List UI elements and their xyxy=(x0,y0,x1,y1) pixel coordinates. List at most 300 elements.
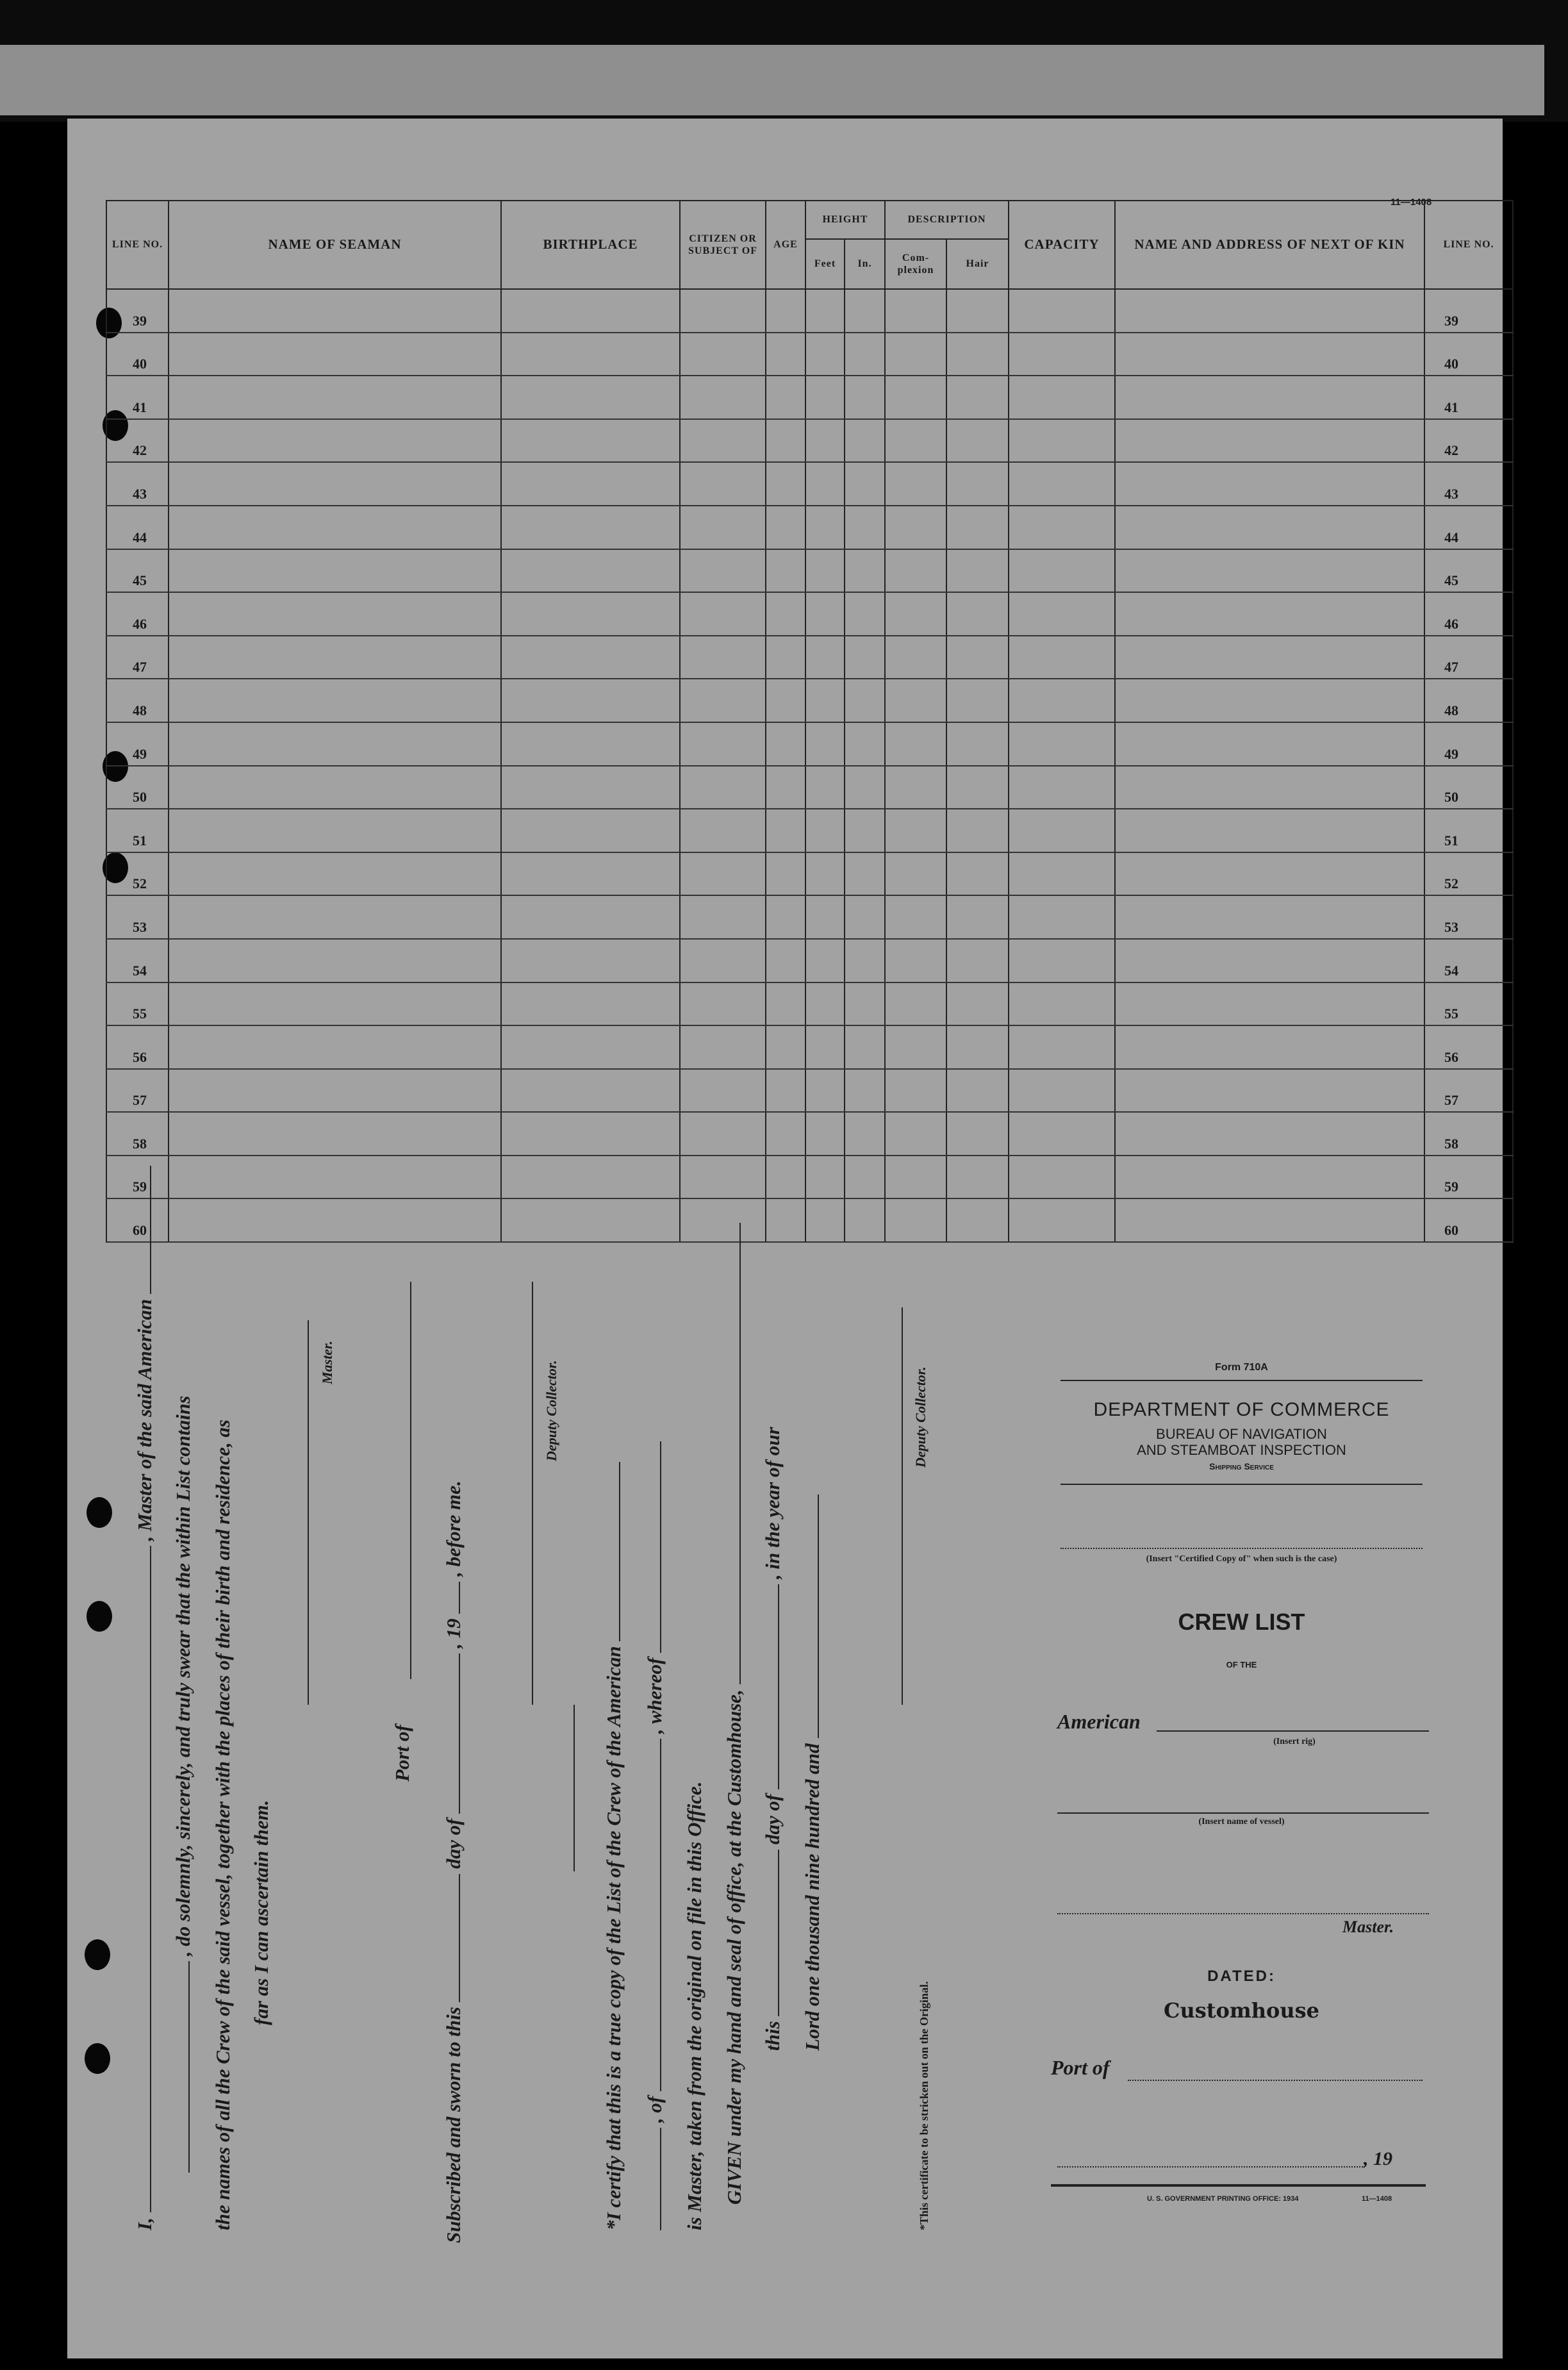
date-line xyxy=(1057,2166,1365,2168)
table-cell xyxy=(766,679,805,722)
table-cell xyxy=(805,1156,845,1199)
table-row xyxy=(106,289,1513,333)
scanner-background xyxy=(0,0,1568,122)
table-cell xyxy=(845,766,885,809)
table-row xyxy=(106,592,1513,636)
header-birthplace: BIRTHPLACE xyxy=(501,201,680,289)
customhouse-label: Customhouse xyxy=(1164,1998,1319,2023)
table-cell xyxy=(501,506,680,549)
table-cell xyxy=(501,289,680,333)
table-cell xyxy=(680,939,766,982)
line-number-right: 60 xyxy=(1424,1198,1513,1242)
table-cell xyxy=(766,289,805,333)
line-number: 56 xyxy=(106,1025,169,1069)
line-number-right: 42 xyxy=(1424,419,1513,463)
table-cell xyxy=(501,939,680,982)
table-cell xyxy=(501,376,680,419)
table-cell xyxy=(169,1112,501,1156)
table-cell xyxy=(946,506,1009,549)
subscribed-line xyxy=(442,1480,465,2243)
table-cell xyxy=(845,636,885,679)
table-cell xyxy=(1115,766,1424,809)
table-cell xyxy=(1009,1069,1115,1113)
table-cell xyxy=(946,722,1009,766)
header-complexion: Com- plexion xyxy=(885,239,946,289)
table-cell xyxy=(1115,333,1424,376)
table-cell xyxy=(805,679,845,722)
table-cell xyxy=(946,939,1009,982)
table-cell xyxy=(885,1112,946,1156)
table-cell xyxy=(885,1156,946,1199)
table-cell xyxy=(845,1112,885,1156)
oath-line2 xyxy=(172,1396,195,2173)
table-cell xyxy=(1115,636,1424,679)
line-number-right: 43 xyxy=(1424,462,1513,506)
table-cell xyxy=(885,982,946,1026)
line-number: 48 xyxy=(106,679,169,722)
table-cell xyxy=(680,722,766,766)
table-cell xyxy=(680,1156,766,1199)
table-row xyxy=(106,1156,1513,1199)
table-cell xyxy=(946,289,1009,333)
table-cell xyxy=(680,506,766,549)
table-cell xyxy=(1115,722,1424,766)
table-cell xyxy=(946,419,1009,463)
line-number: 43 xyxy=(106,462,169,506)
deputy-collector-label-1: Deputy Collector. xyxy=(543,1360,559,1461)
table-cell xyxy=(805,1069,845,1113)
table-cell xyxy=(1115,419,1424,463)
table-cell xyxy=(845,333,885,376)
table-row xyxy=(106,1025,1513,1069)
table-cell xyxy=(946,1156,1009,1199)
oath-line1 xyxy=(133,1166,156,2230)
punch-hole xyxy=(87,1601,112,1632)
subscribed-year: , 19 xyxy=(442,1618,465,1648)
rig-blank xyxy=(660,2128,661,2230)
table-cell xyxy=(946,549,1009,593)
oath-line4: far as I can ascertain them. xyxy=(250,1800,272,2025)
form-number-bottom: 11—1408 xyxy=(1362,2195,1392,2203)
punch-hole xyxy=(85,2043,110,2074)
table-cell xyxy=(680,852,766,896)
table-cell xyxy=(501,895,680,939)
line-number-right: 46 xyxy=(1424,592,1513,636)
header-inches: In. xyxy=(845,239,885,289)
table-cell xyxy=(680,333,766,376)
table-row xyxy=(106,1112,1513,1156)
table-cell xyxy=(1009,895,1115,939)
table-cell xyxy=(766,592,805,636)
table-cell xyxy=(169,376,501,419)
subscribed-mid: day of xyxy=(442,1818,465,1869)
line-number: 60 xyxy=(106,1198,169,1242)
line-number-right: 49 xyxy=(1424,722,1513,766)
table-cell xyxy=(766,722,805,766)
table-cell xyxy=(680,419,766,463)
cover-rule-bottom xyxy=(1051,2184,1426,2187)
rig-line xyxy=(1157,1730,1429,1732)
department-title: DEPARTMENT OF COMMERCE xyxy=(1093,1399,1390,1420)
table-cell xyxy=(169,1069,501,1113)
table-cell xyxy=(805,852,845,896)
line-number-right: 48 xyxy=(1424,679,1513,722)
insert-rig-note: (Insert rig) xyxy=(1273,1737,1316,1746)
table-cell xyxy=(885,1069,946,1113)
master-name-line xyxy=(1057,1913,1429,1915)
table-cell xyxy=(845,809,885,852)
certificate-line6 xyxy=(801,1495,824,2051)
table-cell xyxy=(885,939,946,982)
line-number-right: 58 xyxy=(1424,1112,1513,1156)
certificate-line5-mid: day of xyxy=(761,1794,784,1844)
table-cell xyxy=(169,506,501,549)
table-cell xyxy=(805,636,845,679)
table-cell xyxy=(680,636,766,679)
table-row xyxy=(106,636,1513,679)
table-cell xyxy=(1115,1025,1424,1069)
table-cell xyxy=(845,852,885,896)
table-cell xyxy=(766,506,805,549)
header-capacity: CAPACITY xyxy=(1009,201,1115,289)
day-blank-2 xyxy=(778,1850,779,2016)
table-cell xyxy=(169,333,501,376)
table-row xyxy=(106,419,1513,463)
table-cell xyxy=(680,1112,766,1156)
table-cell xyxy=(680,289,766,333)
table-cell xyxy=(885,549,946,593)
header-citizen: CITIZEN OR SUBJECT OF xyxy=(680,201,766,289)
line-number-right: 53 xyxy=(1424,895,1513,939)
table-cell xyxy=(1009,376,1115,419)
line-number-right: 56 xyxy=(1424,1025,1513,1069)
form-710a: Form 710A xyxy=(1215,1362,1268,1373)
table-cell xyxy=(805,1198,845,1242)
table-cell xyxy=(1009,766,1115,809)
month-blank xyxy=(459,1653,460,1814)
table-row xyxy=(106,852,1513,896)
table-cell xyxy=(1009,852,1115,896)
oath-blank xyxy=(188,1961,190,2173)
table-cell xyxy=(946,376,1009,419)
table-cell xyxy=(805,376,845,419)
line-number: 52 xyxy=(106,852,169,896)
table-cell xyxy=(805,462,845,506)
table-cell xyxy=(680,679,766,722)
table-cell xyxy=(169,939,501,982)
subscribed-end: , before me. xyxy=(442,1480,465,1577)
table-cell xyxy=(501,809,680,852)
table-row xyxy=(106,549,1513,593)
table-cell xyxy=(885,852,946,896)
table-cell xyxy=(1009,982,1115,1026)
printing-office-imprint: U. S. GOVERNMENT PRINTING OFFICE: 1934 xyxy=(1147,2195,1299,2203)
master-blank xyxy=(660,1441,661,1653)
table-cell xyxy=(805,289,845,333)
line-number-right: 47 xyxy=(1424,636,1513,679)
line-number: 55 xyxy=(106,982,169,1026)
table-cell xyxy=(501,852,680,896)
table-cell xyxy=(946,1025,1009,1069)
port-of-label: Port of xyxy=(391,1725,413,1782)
table-cell xyxy=(501,679,680,722)
table-cell xyxy=(766,852,805,896)
american-label: American xyxy=(1057,1710,1141,1733)
table-cell xyxy=(946,636,1009,679)
oath-line1-end: , Master of the said American xyxy=(133,1298,156,1541)
table-cell xyxy=(1009,722,1115,766)
table-cell xyxy=(1115,1069,1424,1113)
table-cell xyxy=(680,766,766,809)
year-blank xyxy=(459,1582,460,1614)
table-cell xyxy=(845,506,885,549)
customhouse-blank xyxy=(739,1223,741,1684)
table-cell xyxy=(680,549,766,593)
vessel-name-blank xyxy=(150,1166,151,1294)
certificate-line5-start: this xyxy=(761,2021,784,2051)
line-number-right: 52 xyxy=(1424,852,1513,896)
table-cell xyxy=(501,592,680,636)
table-cell xyxy=(946,592,1009,636)
table-cell xyxy=(805,549,845,593)
table-cell xyxy=(169,289,501,333)
bureau-line-2: AND STEAMBOAT INSPECTION xyxy=(1137,1442,1346,1458)
table-cell xyxy=(1009,333,1115,376)
table-row xyxy=(106,462,1513,506)
certificate-line1 xyxy=(602,1462,625,2230)
table-cell xyxy=(885,895,946,939)
cover-port-of-label: Port of xyxy=(1051,2056,1110,2079)
table-cell xyxy=(680,462,766,506)
table-cell xyxy=(766,809,805,852)
table-cell xyxy=(1115,895,1424,939)
table-cell xyxy=(946,982,1009,1026)
master-signature-line xyxy=(308,1320,309,1705)
table-cell xyxy=(1009,1198,1115,1242)
table-cell xyxy=(805,809,845,852)
table-cell xyxy=(845,1156,885,1199)
vessel-blank xyxy=(619,1462,620,1641)
master-signature-label: Master. xyxy=(319,1341,335,1384)
master-name-blank xyxy=(150,1546,151,2212)
table-cell xyxy=(1115,592,1424,636)
table-cell xyxy=(169,895,501,939)
insert-name-note: (Insert name of vessel) xyxy=(1198,1817,1285,1827)
port-line xyxy=(1128,2080,1423,2082)
table-cell xyxy=(1009,1156,1115,1199)
table-cell xyxy=(501,766,680,809)
table-cell xyxy=(1115,376,1424,419)
table-cell xyxy=(766,333,805,376)
certificate-footnote: *This certificate to be stricken out on the Original. xyxy=(918,1981,930,2230)
table-cell xyxy=(946,1069,1009,1113)
bureau-line-1: BUREAU OF NAVIGATION xyxy=(1156,1426,1327,1442)
line-number-right: 45 xyxy=(1424,549,1513,593)
line-number: 51 xyxy=(106,809,169,852)
table-cell xyxy=(885,679,946,722)
table-cell xyxy=(680,1069,766,1113)
table-cell xyxy=(885,462,946,506)
table-cell xyxy=(766,549,805,593)
table-cell xyxy=(845,1025,885,1069)
table-cell xyxy=(1009,592,1115,636)
table-cell xyxy=(946,1112,1009,1156)
certificate-line2-end: , whereof xyxy=(643,1657,666,1734)
deputy-collector-line-2 xyxy=(902,1307,903,1705)
table-cell xyxy=(805,419,845,463)
table-cell xyxy=(946,1198,1009,1242)
table-cell xyxy=(885,506,946,549)
table-cell xyxy=(766,1198,805,1242)
table-cell xyxy=(1009,1112,1115,1156)
table-cell xyxy=(805,982,845,1026)
table-cell xyxy=(946,852,1009,896)
table-cell xyxy=(885,766,946,809)
line-number: 44 xyxy=(106,506,169,549)
year-blank-2 xyxy=(818,1495,819,1738)
header-line-no-right: LINE NO. xyxy=(1424,201,1513,289)
table-cell xyxy=(766,376,805,419)
punch-hole xyxy=(85,1939,110,1970)
line-number-right: 41 xyxy=(1424,376,1513,419)
table-cell xyxy=(169,809,501,852)
table-cell xyxy=(946,679,1009,722)
table-cell xyxy=(845,592,885,636)
table-cell xyxy=(946,333,1009,376)
header-line-no: LINE NO. xyxy=(106,201,169,289)
vessel-name-line xyxy=(1057,1812,1429,1814)
header-age: AGE xyxy=(766,201,805,289)
table-row xyxy=(106,1069,1513,1113)
table-cell xyxy=(680,982,766,1026)
table-cell xyxy=(1115,1112,1424,1156)
table-cell xyxy=(169,679,501,722)
table-cell xyxy=(766,895,805,939)
table-cell xyxy=(169,1025,501,1069)
table-cell xyxy=(680,592,766,636)
table-cell xyxy=(1009,939,1115,982)
line-number: 59 xyxy=(106,1156,169,1199)
table-cell xyxy=(501,333,680,376)
table-cell xyxy=(1115,506,1424,549)
table-cell xyxy=(766,636,805,679)
table-cell xyxy=(885,592,946,636)
header-description: DESCRIPTION xyxy=(885,201,1009,239)
cover-master-label: Master. xyxy=(1342,1918,1394,1936)
line-number: 42 xyxy=(106,419,169,463)
table-row xyxy=(106,766,1513,809)
line-number-right: 50 xyxy=(1424,766,1513,809)
table-cell xyxy=(1115,939,1424,982)
table-cell xyxy=(501,419,680,463)
crew-table xyxy=(106,200,1514,1243)
table-cell xyxy=(1115,809,1424,852)
table-cell xyxy=(805,939,845,982)
table-cell xyxy=(680,376,766,419)
crew-list-title: CREW LIST xyxy=(1178,1609,1305,1635)
line-number: 47 xyxy=(106,636,169,679)
table-cell xyxy=(1115,852,1424,896)
line-number-right: 44 xyxy=(1424,506,1513,549)
table-cell xyxy=(845,419,885,463)
table-cell xyxy=(1009,1025,1115,1069)
table-cell xyxy=(845,376,885,419)
crew-table-body xyxy=(106,289,1513,1242)
certificate-line2 xyxy=(643,1441,666,2230)
table-cell xyxy=(1009,462,1115,506)
table-cell xyxy=(805,1112,845,1156)
table-cell xyxy=(501,1069,680,1113)
table-cell xyxy=(845,462,885,506)
table-cell xyxy=(1009,419,1115,463)
table-cell xyxy=(946,766,1009,809)
table-cell xyxy=(680,895,766,939)
insert-certified-note: (Insert "Certified Copy of" when such is the case) xyxy=(1146,1554,1337,1564)
table-cell xyxy=(1009,506,1115,549)
table-cell xyxy=(501,1112,680,1156)
table-cell xyxy=(766,1025,805,1069)
line-number: 53 xyxy=(106,895,169,939)
header-height: HEIGHT xyxy=(805,201,885,239)
line-number-right: 57 xyxy=(1424,1069,1513,1113)
table-cell xyxy=(845,289,885,333)
table-cell xyxy=(169,1198,501,1242)
table-cell xyxy=(805,1025,845,1069)
table-row xyxy=(106,333,1513,376)
table-cell xyxy=(501,636,680,679)
punch-hole xyxy=(87,1497,112,1528)
oath-line1-start: I, xyxy=(133,2217,156,2230)
dated-label: DATED: xyxy=(1207,1968,1276,1985)
line-number: 57 xyxy=(106,1069,169,1113)
table-cell xyxy=(885,1025,946,1069)
table-cell xyxy=(1115,1198,1424,1242)
table-cell xyxy=(805,506,845,549)
table-row xyxy=(106,1198,1513,1242)
table-cell xyxy=(1009,289,1115,333)
line-number-right: 55 xyxy=(1424,982,1513,1026)
certificate-line4-text: GIVEN under my hand and seal of office, at the Customhouse, xyxy=(723,1689,745,2205)
table-cell xyxy=(1009,636,1115,679)
certificate-line5-end: , in the year of our xyxy=(761,1427,784,1580)
certified-copy-blank xyxy=(1060,1548,1423,1550)
table-cell xyxy=(885,333,946,376)
table-cell xyxy=(845,895,885,939)
table-cell xyxy=(680,1025,766,1069)
table-cell xyxy=(885,809,946,852)
divider-line xyxy=(574,1705,575,1871)
table-cell xyxy=(885,722,946,766)
table-cell xyxy=(766,766,805,809)
line-number: 41 xyxy=(106,376,169,419)
table-cell xyxy=(845,549,885,593)
line-number-right: 40 xyxy=(1424,333,1513,376)
table-cell xyxy=(169,1156,501,1199)
of-the-label: OF THE xyxy=(1226,1660,1257,1670)
table-cell xyxy=(1115,1156,1424,1199)
table-cell xyxy=(766,1112,805,1156)
oath-line3: the names of all the Crew of the said vessel, together with the places of their birth and residence, as xyxy=(211,1420,234,2230)
header-name-of-seaman: NAME OF SEAMAN xyxy=(169,201,501,289)
line-number: 46 xyxy=(106,592,169,636)
table-row xyxy=(106,506,1513,549)
table-cell xyxy=(946,895,1009,939)
line-number-right: 39 xyxy=(1424,289,1513,333)
table-cell xyxy=(845,939,885,982)
table-row xyxy=(106,722,1513,766)
table-cell xyxy=(501,549,680,593)
table-cell xyxy=(885,376,946,419)
